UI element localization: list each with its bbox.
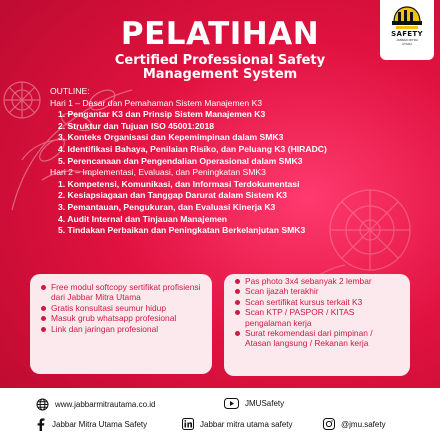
logo-word: SAFETY [391, 30, 423, 38]
linkedin-icon [182, 418, 194, 430]
outline-item: 3. Konteks Organisasi dan Kepemimpinan dalam SMK3 [58, 132, 284, 143]
instagram-icon [323, 418, 335, 430]
subtitle-line-2: Management System [142, 67, 298, 82]
requirement-item: Scan sertifikat kursus terkait K3 [234, 297, 400, 307]
youtube-text: JMUSafety [245, 399, 285, 408]
outline-item: 5. Tindakan Perbaikan dan Peningkatan Berkelanjutan SMK3 [58, 225, 306, 236]
requirement-item: Pas photo 3x4 sebanyak 2 lembar [234, 276, 400, 286]
instagram-text: @jmu.safety [341, 419, 386, 429]
requirement-item: Surat rekomendasi dari pimpinan / Atasan langsung / Rekanan kerja [234, 328, 400, 349]
benefit-item: Gratis konsultasi seumur hidup [40, 303, 202, 313]
website-link[interactable] [36, 398, 155, 411]
subtitle-line-1: Certified Professional Safety [114, 53, 326, 68]
benefits-box [30, 274, 212, 374]
footer-contacts [0, 388, 440, 440]
facebook-icon [36, 418, 46, 431]
benefit-item: Masuk grub whatsapp profesional [40, 313, 202, 323]
youtube-icon [224, 398, 239, 409]
outline-heading: OUTLINE: [50, 86, 90, 96]
youtube-link[interactable] [224, 398, 284, 409]
page-subtitle [0, 54, 440, 82]
benefit-item: Free modul softcopy sertifikat profisiensi dari Jabbar Mitra Utama [40, 282, 202, 303]
outline-item: 5. Perencanaan dan Pengendalian Operasional dalam SMK3 [58, 155, 303, 166]
requirements-box [224, 274, 410, 376]
instagram-link[interactable] [323, 418, 386, 430]
requirement-item: Scan KTP / PASPOR / KITAS pengalaman kerja [234, 307, 400, 328]
facebook-link[interactable] [36, 418, 147, 431]
linkedin-text: Jabbar mitra utama safety [200, 419, 293, 429]
facebook-text: Jabbar Mitra Utama Safety [52, 420, 148, 429]
logo-subtext: JABBAR MITRA UTAMA [396, 38, 418, 46]
outline-item: 4. Identifikasi Bahaya, Penilaian Risiko, dan Peluang K3 (HIRADC) [58, 143, 327, 154]
linkedin-link[interactable] [182, 418, 292, 430]
globe-icon [36, 398, 49, 411]
outline-item: 4. Audit Internal dan Tinjauan Manajemen [58, 213, 228, 224]
outline-section [50, 86, 420, 237]
outline-item: 1. Pengantar K3 dan Prinsip Sistem Manajemen K3 [58, 109, 266, 120]
requirement-item: Scan ijazah terakhir [234, 286, 400, 296]
outline-item: 3. Pemantauan, Pengukuran, dan Evaluasi Kinerja K3 [58, 201, 276, 212]
outline-day-2: Hari 2 – Implementasi, Evaluasi, dan Peningkatan SMK3 [50, 167, 266, 178]
outline-day-1: Hari 1 – Dasar dan Pemahaman Sistem Manajemen K3 [50, 97, 263, 108]
page-title: PELATIHAN [120, 16, 320, 52]
website-text: www.jabbarmitrautama.co.id [55, 400, 156, 409]
benefit-item: Link dan jaringan profesional [40, 324, 202, 334]
outline-item: 2. Struktur dan Tujuan ISO 45001:2018 [58, 120, 215, 131]
outline-item: 1. Kompetensi, Komunikasi, dan Informasi Terdokumentasi [58, 178, 300, 189]
outline-item: 2. Kesiapsiagaan dan Tanggap Darurat dalam Sistem K3 [58, 190, 288, 201]
